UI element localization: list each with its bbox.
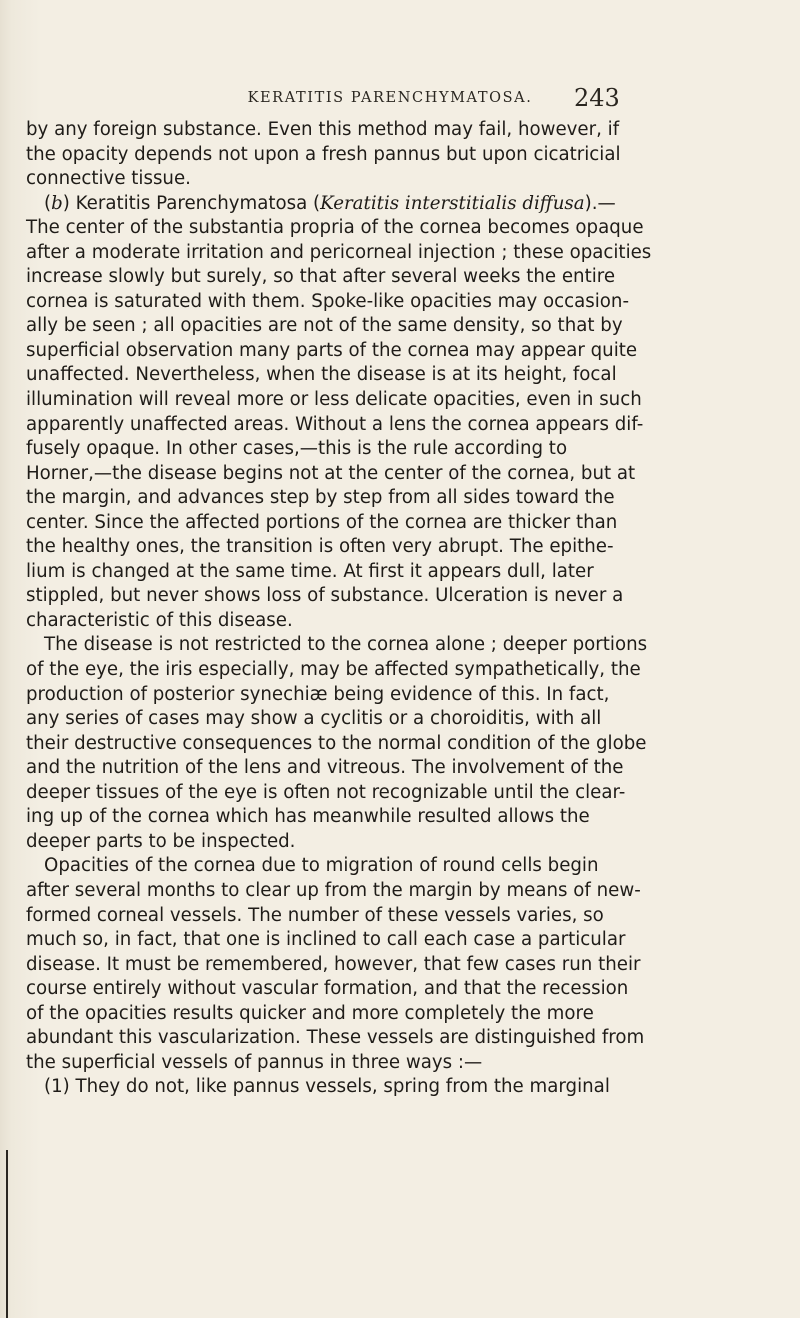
body-text [26, 118, 656, 1100]
heading-close: ).— [584, 192, 616, 214]
heading-open-paren: ( [44, 192, 52, 214]
text-line: after a moderate irritation and pericorneal injection ; these opacities [26, 241, 652, 263]
list-item-line: (1) They do not, like pannus vessels, spring from the marginal [44, 1076, 610, 1098]
text-line: their destructive consequences to the normal condition of the globe [26, 732, 647, 754]
text-line: disease. It must be remembered, however, that few cases run their [26, 953, 641, 975]
text-line: course entirely without vascular formation, and that the recession [26, 978, 629, 1000]
text-line: apparently unaffected areas. Without a lens the cornea appears dif- [26, 413, 644, 435]
section-heading-line [26, 192, 656, 217]
text-line: abundant this vascularization. These vessels are distinguished from [26, 1027, 645, 1049]
text-line: superficial observation many parts of the cornea may appear quite [26, 339, 638, 361]
text-line: the opacity depends not upon a fresh pannus but upon cicatricial [26, 143, 621, 165]
text-line: cornea is saturated with them. Spoke-like opacities may occasion- [26, 290, 630, 312]
text-line: illumination will reveal more or less delicate opacities, even in such [26, 389, 642, 411]
text-line: connective tissue. [26, 168, 191, 190]
paragraph-start: The disease is not restricted to the cornea alone ; deeper portions [44, 634, 648, 656]
text-line: the healthy ones, the transition is often very abrupt. The epithe- [26, 536, 614, 558]
page-header [0, 84, 800, 114]
text-line: stippled, but never shows loss of substance. Ulceration is never a [26, 585, 624, 607]
gutter-rule [6, 1150, 8, 1318]
text-line: after several months to clear up from the margin by means of new- [26, 879, 641, 901]
text-line: characteristic of this disease. [26, 609, 293, 631]
text-line: by any foreign substance. Even this method may fail, however, if [26, 119, 620, 140]
text-line: ally be seen ; all opacities are not of the same density, so that by [26, 315, 623, 337]
page-number: 243 [574, 84, 620, 112]
text-line: Horner,—the disease begins not at the center of the cornea, but at [26, 462, 636, 484]
text-line: fusely opaque. In other cases,—this is the rule according to [26, 438, 568, 460]
text-line: any series of cases may show a cyclitis or a choroiditis, with all [26, 708, 602, 730]
text-line: increase slowly but surely, so that after several weeks the entire [26, 266, 616, 288]
text-line: unaffected. Nevertheless, when the disease is at its height, focal [26, 364, 617, 386]
running-title: KERATITIS PARENCHYMATOSA. [247, 90, 533, 106]
text-line: and the nutrition of the lens and vitreous. The involvement of the [26, 757, 624, 779]
text-line: deeper tissues of the eye is often not recognizable until the clear- [26, 781, 626, 803]
heading-letter: b [51, 192, 63, 214]
text-line: formed corneal vessels. The number of these vessels varies, so [26, 904, 604, 926]
heading-synonym: Keratitis interstitialis diffusa [320, 192, 585, 214]
text-line: deeper parts to be inspected. [26, 830, 296, 852]
text-line: of the eye, the iris especially, may be affected sympathetically, the [26, 659, 641, 681]
text-line: the superficial vessels of pannus in three ways :— [26, 1051, 483, 1073]
text-line: ing up of the cornea which has meanwhile resulted allows the [26, 806, 590, 828]
text-line: center. Since the affected portions of the cornea are thicker than [26, 511, 618, 533]
paragraph-start: Opacities of the cornea due to migration of round cells begin [44, 855, 599, 877]
text-line: lium is changed at the same time. At first it appears dull, later [26, 560, 594, 582]
text-line: The center of the substantia propria of the cornea becomes opaque [26, 217, 644, 239]
text-line: much so, in fact, that one is inclined to call each case a particular [26, 929, 626, 951]
heading-title: ) Keratitis Parenchymatosa ( [62, 192, 321, 214]
text-line: the margin, and advances step by step from all sides toward the [26, 487, 615, 509]
text-line: production of posterior synechiæ being evidence of this. In fact, [26, 683, 610, 705]
text-line: of the opacities results quicker and more completely the more [26, 1002, 594, 1024]
